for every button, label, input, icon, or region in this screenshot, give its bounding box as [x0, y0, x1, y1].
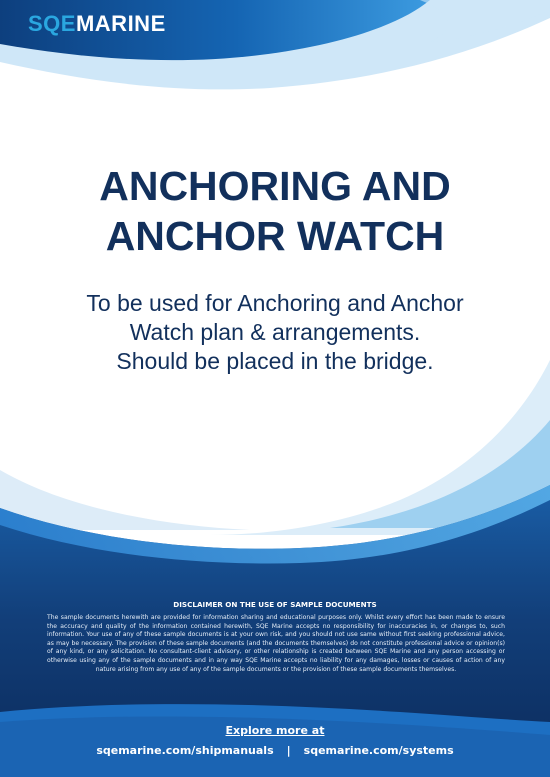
- subtitle-line-3: Should be placed in the bridge.: [116, 348, 434, 374]
- title-line-2: ANCHOR WATCH: [105, 213, 445, 259]
- title-line-1: ANCHORING AND: [99, 163, 451, 209]
- document-title: [0, 161, 550, 261]
- disclaimer-heading: DISCLAIMER ON THE USE OF SAMPLE DOCUMENTS: [173, 600, 377, 609]
- subtitle-line-1: To be used for Anchoring and Anchor: [86, 290, 464, 316]
- disclaimer-text: The sample documents herewith are provided for information sharing and educational purposes only. Whilst every effort has been made to ensure the accuracy and quality of the information contained herewith, SQE Marine accepts no responsibility for inaccuracies in, or changes to, such information. Your use of any of these sample documents is at your own risk, and you should not use same without first seeking professional advice, as may be necessary. The provision of these sample documents (and the documents themselves) do not constitute professional advice or opinion(s) of any kind, or any solicitation. No consultant-client advisory, or other relationship is created between SQE Marine and any person accessing or otherwise using any of the sample documents and in any way SQE Marine accepts no liability for any damages, losses or causes of action of any nature arising from any use of any of the sample documents or the provision of these sample documents themselves.: [47, 614, 505, 673]
- shipmanuals-link[interactable]: sqemarine.com/shipmanuals: [96, 744, 274, 757]
- subtitle-line-2: Watch plan & arrangements.: [129, 319, 421, 345]
- sqemarine-logo: SQEMARINE: [28, 11, 166, 36]
- explore-more-link[interactable]: Explore more at: [225, 724, 325, 737]
- document-subtitle: [0, 289, 550, 376]
- link-separator: |: [286, 744, 291, 757]
- systems-link[interactable]: sqemarine.com/systems: [303, 744, 454, 757]
- footer-links: [0, 744, 550, 757]
